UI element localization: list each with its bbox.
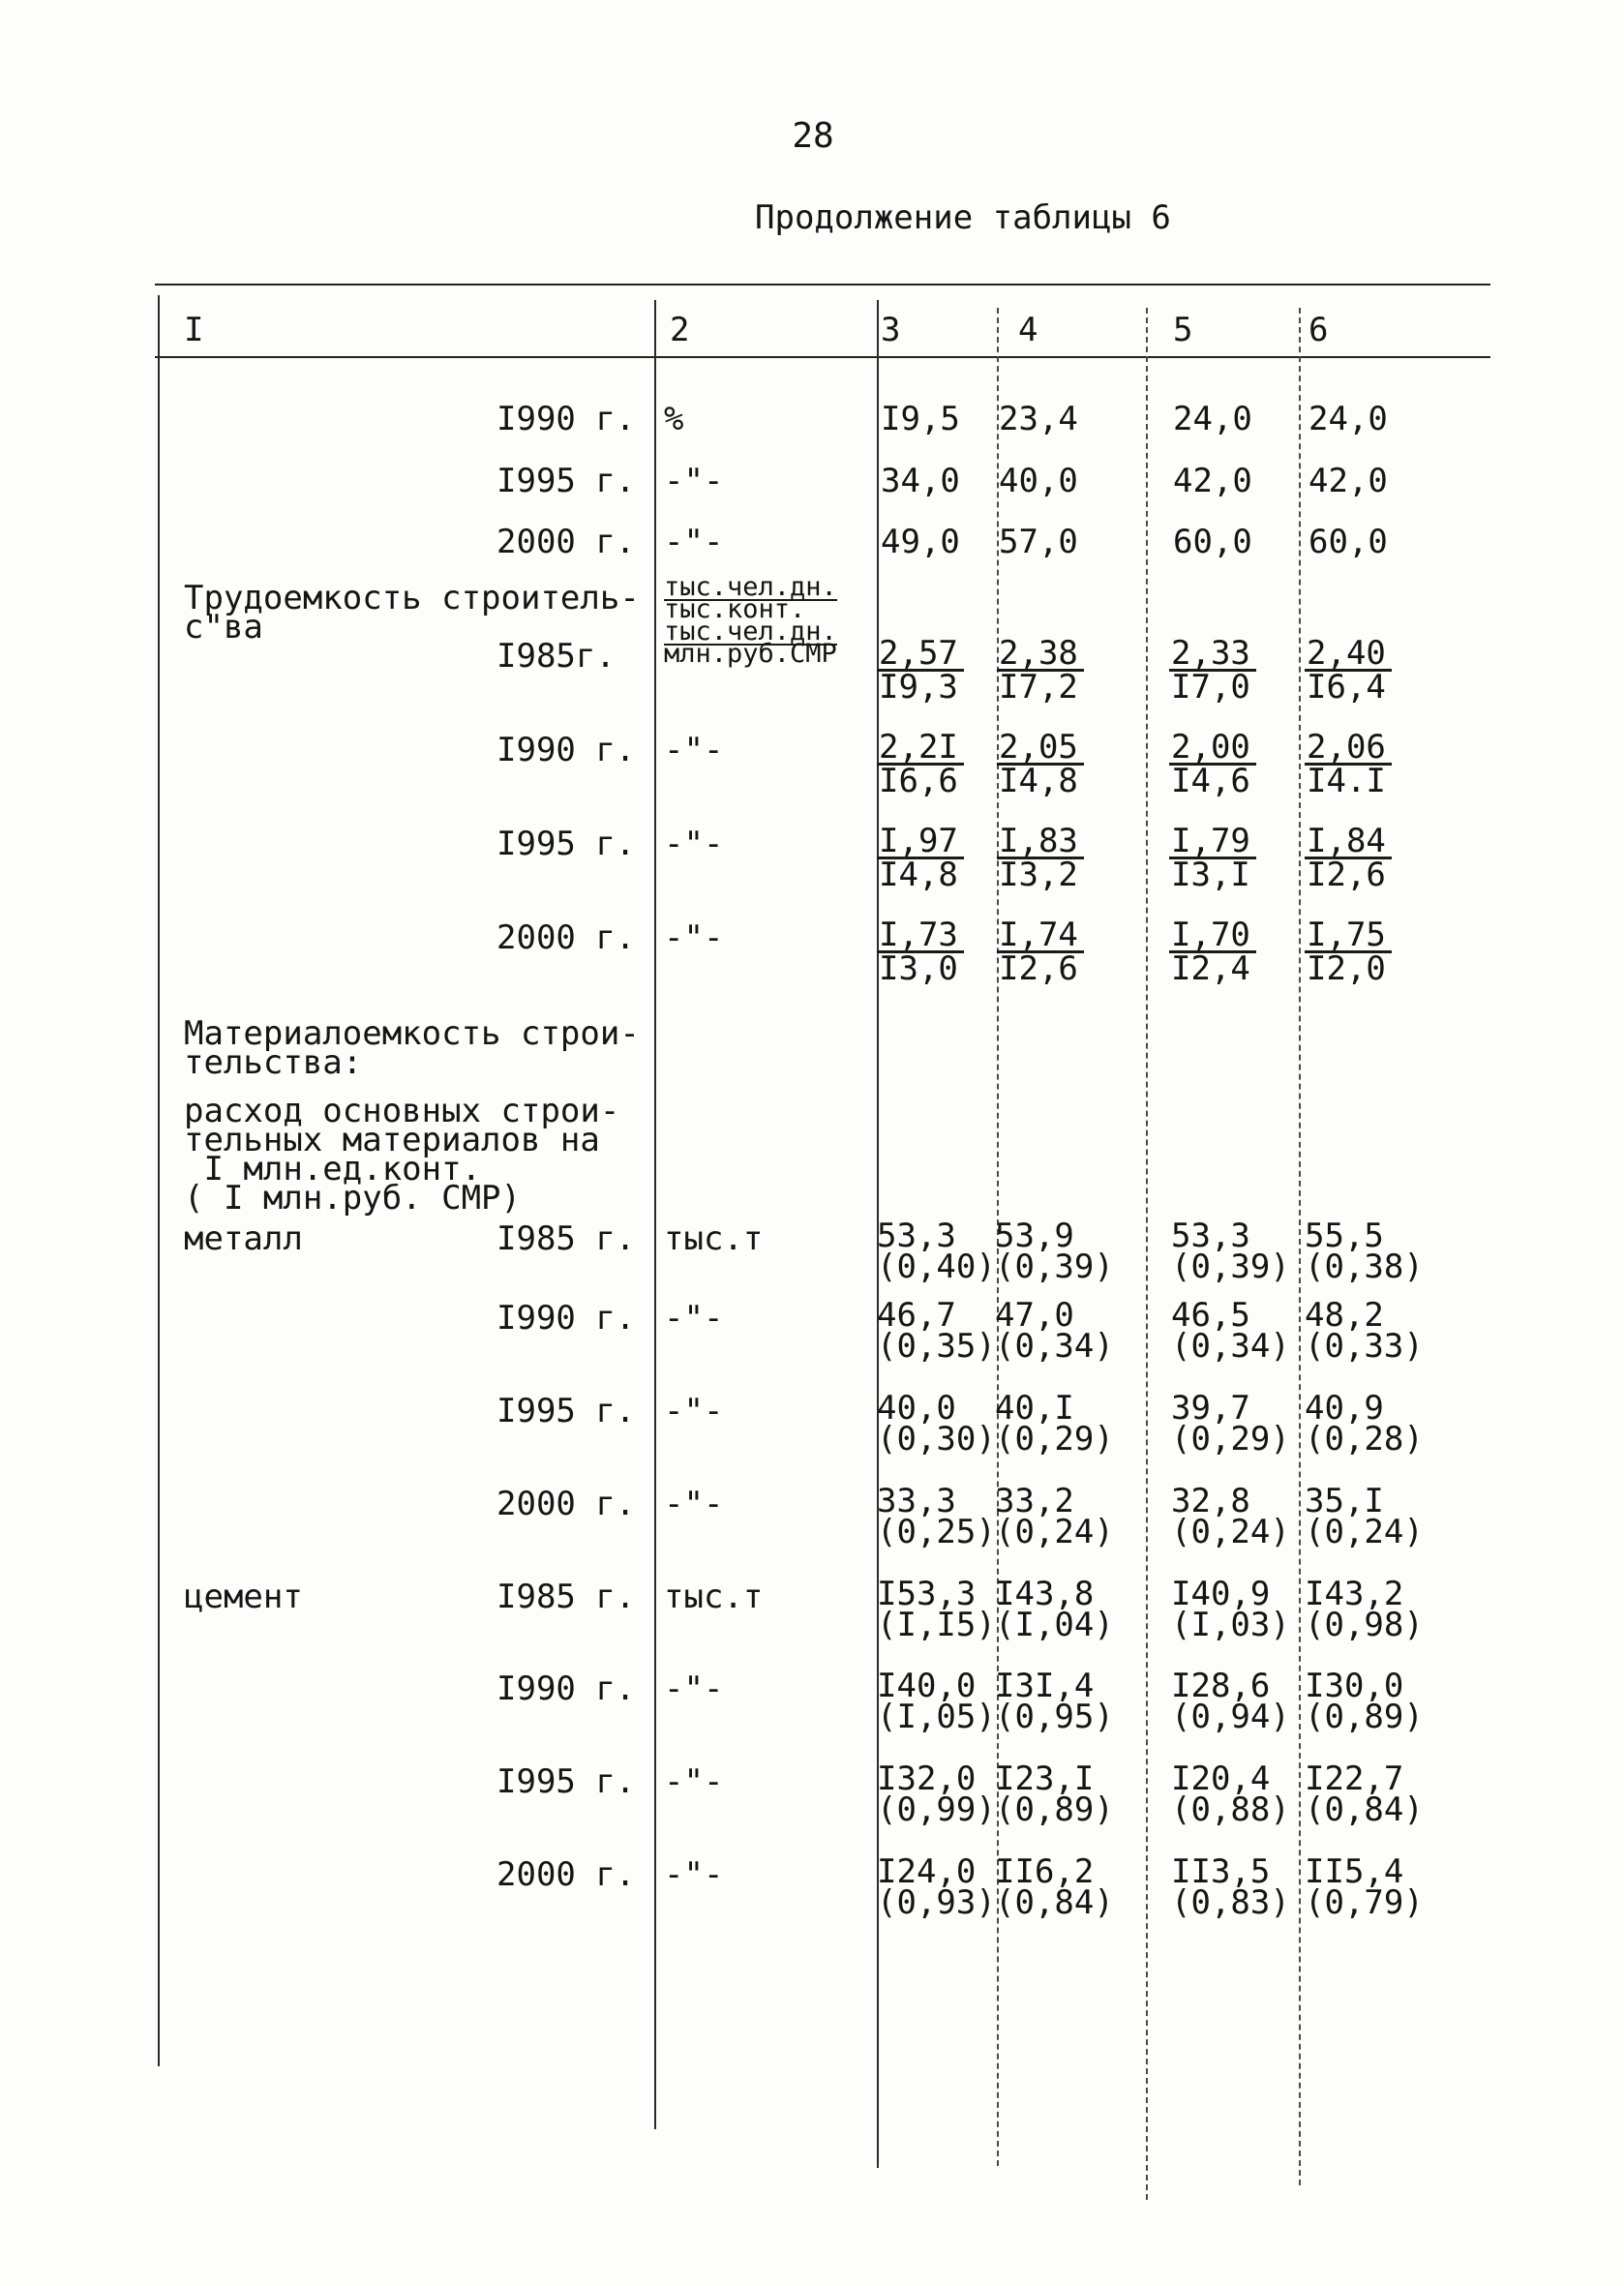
pair-value: 53,9 [995,1217,1074,1255]
row-unit: -"- [664,1485,724,1523]
row-unit: -"- [664,462,724,500]
pair-value: 39,7 [1171,1389,1250,1428]
pair-coefficient: (I,I5) [877,1606,996,1644]
pair-coefficient: (0,40) [877,1248,996,1286]
row-year: I990 г. [496,1299,636,1338]
pair-value: I53,3 [877,1575,977,1613]
fraction-numerator: 2,00 [1169,732,1256,766]
row-year: I990 г. [496,731,636,769]
pair-value: 47,0 [995,1296,1074,1335]
pair-coefficient: (0,24) [995,1513,1114,1551]
pair-coefficient: (I,04) [995,1606,1114,1644]
fraction-denominator: I2,0 [1307,949,1386,988]
pair-cell [995,1217,1114,1286]
pair-value: I40,0 [877,1667,977,1705]
fraction-cell [997,822,1084,894]
pair-coefficient: (0,35) [877,1327,996,1366]
pair-coefficient: (0,34) [995,1327,1114,1366]
pair-coefficient: (0,33) [1305,1327,1424,1366]
pair-cell [877,1760,996,1829]
pair-value: 40,9 [1305,1389,1384,1428]
row-unit: -"- [664,731,724,769]
fraction-numerator: 2,05 [997,732,1084,766]
pair-cell [1305,1389,1424,1459]
row-year: I995 г. [496,462,636,500]
pair-coefficient: (0,79) [1305,1883,1424,1922]
fraction-denominator: I2,6 [1307,856,1386,894]
fraction-cell [877,916,964,988]
pair-value: 33,2 [995,1482,1074,1520]
pair-value: II3,5 [1171,1852,1271,1891]
row-unit: -"- [664,825,724,863]
fraction-denominator: I6,4 [1307,668,1386,707]
fraction-denominator: I3,0 [879,949,958,988]
pair-coefficient: (0,39) [1171,1248,1290,1286]
pair-cell [877,1482,996,1551]
fraction-numerator: I,83 [997,826,1084,859]
row-year: I995 г. [496,825,636,863]
pair-value: I40,9 [1171,1575,1271,1613]
section-sublabel: расход основных строи- тельных материалов на I млн.ед.конт. ( I млн.руб. СМР) [184,1092,620,1218]
pair-cell [1305,1575,1424,1644]
table-cell: 60,0 [1308,523,1388,561]
pair-cell [1305,1667,1424,1736]
fraction-cell [1169,728,1256,800]
pair-cell [995,1389,1114,1459]
fraction-numerator: I,74 [997,919,1084,953]
row-unit: -"- [664,1762,724,1801]
pair-coefficient: (0,29) [1171,1420,1290,1459]
row-year: I985 г. [496,1219,636,1258]
pair-cell [1305,1217,1424,1286]
pair-cell [1305,1852,1424,1922]
pair-value: 48,2 [1305,1296,1384,1335]
pair-value: 53,3 [1171,1217,1250,1255]
pair-coefficient: (0,39) [995,1248,1114,1286]
fraction-denominator: I3,2 [999,856,1078,894]
table-cell: 24,0 [1308,400,1388,438]
fraction-numerator: I,79 [1169,826,1256,859]
pair-coefficient: (0,34) [1171,1327,1290,1366]
table-cell: 42,0 [1308,462,1388,500]
fraction-numerator: 2,38 [997,638,1084,672]
table-caption: Продолжение таблицы 6 [755,198,1171,237]
section-label: Материалоемкость строи- тельства: [184,1014,640,1082]
fraction-numerator: 2,33 [1169,638,1256,672]
fraction-denominator: I6,6 [879,762,958,800]
row-year: 2000 г. [496,918,636,957]
pair-cell [1305,1760,1424,1829]
fraction-cell [1305,634,1392,707]
pair-value: 46,7 [877,1296,956,1335]
pair-coefficient: (0,98) [1305,1606,1424,1644]
pair-value: I28,6 [1171,1667,1271,1705]
pair-coefficient: (0,30) [877,1420,996,1459]
pair-cell [1171,1575,1290,1644]
pair-cell [1171,1482,1290,1551]
row-year: I990 г. [496,1669,636,1708]
row-unit: % [664,400,684,438]
table-cell: 23,4 [999,400,1078,438]
fraction-denominator: I9,3 [879,668,958,707]
column-rule [654,300,656,2129]
pair-value: 33,3 [877,1482,956,1520]
row-year: I995 г. [496,1392,636,1430]
fraction-numerator: I,73 [877,919,964,953]
fraction-cell [877,822,964,894]
pair-cell [1305,1482,1424,1551]
fraction-numerator: 2,40 [1305,638,1392,672]
pair-value: 55,5 [1305,1217,1384,1255]
pair-value: 40,0 [877,1389,956,1428]
fraction-numerator: I,75 [1305,919,1392,953]
fraction-numerator: I,97 [877,826,964,859]
fraction-numerator: I,70 [1169,919,1256,953]
pair-coefficient: (0,88) [1171,1790,1290,1829]
row-year: 2000 г. [496,1485,636,1523]
table-top-rule [155,284,1490,286]
pair-cell [1171,1852,1290,1922]
pair-value: I24,0 [877,1852,977,1891]
pair-coefficient: (I,05) [877,1698,996,1736]
pair-value: I43,8 [995,1575,1095,1613]
column-rule [1146,308,1148,2200]
row-unit: -"- [664,523,724,561]
row-unit: -"- [664,1669,724,1708]
fraction-denominator: I7,2 [999,668,1078,707]
pair-cell [995,1760,1114,1829]
pair-value: 46,5 [1171,1296,1250,1335]
pair-coefficient: (0,84) [995,1883,1114,1922]
pair-value: 53,3 [877,1217,956,1255]
table-cell: 49,0 [881,523,960,561]
pair-cell [877,1575,996,1644]
pair-coefficient: (0,38) [1305,1248,1424,1286]
pair-coefficient: (0,89) [995,1790,1114,1829]
table-cell: 60,0 [1173,523,1252,561]
unit-fraction-line: млн.руб.СМР [664,639,837,669]
pair-coefficient: (0,99) [877,1790,996,1829]
fraction-numerator: 2,57 [877,638,964,672]
fraction-cell [877,728,964,800]
unit-fraction-line: тыс.чел.дн. [664,617,837,647]
row-year: I995 г. [496,1762,636,1801]
pair-coefficient: (0,93) [877,1883,996,1922]
pair-cell [995,1575,1114,1644]
table-cell: 34,0 [881,462,960,500]
row-year: I985 г. [496,1578,636,1616]
pair-cell [995,1482,1114,1551]
row-unit: -"- [664,1392,724,1430]
pair-cell [877,1667,996,1736]
row-unit: тыс.т [664,1578,764,1616]
table-cell: I9,5 [881,400,960,438]
row-year: I985г. [496,637,616,676]
pair-value: I22,7 [1305,1760,1404,1798]
column-rule [1299,308,1301,2185]
pair-coefficient: (0,94) [1171,1698,1290,1736]
pair-value: 40,I [995,1389,1074,1428]
fraction-cell [1305,728,1392,800]
pair-coefficient: (0,89) [1305,1698,1424,1736]
pair-value: I3I,4 [995,1667,1095,1705]
pair-value: 35,I [1305,1482,1384,1520]
pair-coefficient: (0,95) [995,1698,1114,1736]
fraction-denominator: I4.I [1307,762,1386,800]
pair-cell [1171,1667,1290,1736]
column-header: I [184,311,204,349]
row-year: 2000 г. [496,523,636,561]
fraction-cell [1169,822,1256,894]
column-header: 2 [670,311,690,349]
pair-cell [1305,1296,1424,1366]
fraction-denominator: I4,8 [879,856,958,894]
page-number: 28 [792,116,834,156]
row-unit: -"- [664,1855,724,1894]
pair-cell [1171,1217,1290,1286]
pair-value: I30,0 [1305,1667,1404,1705]
pair-cell [877,1217,996,1286]
column-header: 5 [1173,311,1193,349]
fraction-numerator: I,84 [1305,826,1392,859]
column-header: 6 [1308,311,1329,349]
row-year: I990 г. [496,400,636,438]
header-bottom-rule [155,356,1490,358]
pair-value: I32,0 [877,1760,977,1798]
material-name: металл [184,1219,303,1258]
row-unit: тыс.т [664,1219,764,1258]
pair-coefficient: (0,83) [1171,1883,1290,1922]
pair-cell [1171,1296,1290,1366]
fraction-numerator: 2,2I [877,732,964,766]
column-header: 3 [881,311,901,349]
column-header: 4 [1018,311,1038,349]
fraction-denominator: I4,6 [1171,762,1250,800]
fraction-cell [997,728,1084,800]
pair-cell [877,1852,996,1922]
pair-value: I23,I [995,1760,1095,1798]
fraction-denominator: I3,I [1171,856,1250,894]
fraction-cell [877,634,964,707]
pair-cell [995,1852,1114,1922]
fraction-denominator: I7,0 [1171,668,1250,707]
pair-coefficient: (I,03) [1171,1606,1290,1644]
fraction-denominator: I2,6 [999,949,1078,988]
pair-coefficient: (0,24) [1305,1513,1424,1551]
row-unit: -"- [664,918,724,957]
pair-value: I43,2 [1305,1575,1404,1613]
pair-coefficient: (0,25) [877,1513,996,1551]
pair-value: II6,2 [995,1852,1095,1891]
unit-fraction-line: тыс.чел.дн. [664,572,837,602]
pair-coefficient: (0,84) [1305,1790,1424,1829]
pair-cell [995,1667,1114,1736]
material-name: цемент [184,1578,303,1616]
column-rule [158,295,160,2066]
section-label: Трудоемкость строитель- с"ва [184,579,640,647]
fraction-cell [1169,634,1256,707]
fraction-denominator: I4,8 [999,762,1078,800]
pair-cell [877,1296,996,1366]
table-cell: 42,0 [1173,462,1252,500]
pair-coefficient: (0,28) [1305,1420,1424,1459]
pair-cell [877,1389,996,1459]
fraction-cell [997,634,1084,707]
pair-coefficient: (0,29) [995,1420,1114,1459]
pair-value: I20,4 [1171,1760,1271,1798]
fraction-denominator: I2,4 [1171,949,1250,988]
row-unit: -"- [664,1299,724,1338]
table-cell: 40,0 [999,462,1078,500]
fraction-cell [1169,916,1256,988]
table-cell: 24,0 [1173,400,1252,438]
pair-cell [1171,1389,1290,1459]
pair-value: 32,8 [1171,1482,1250,1520]
fraction-numerator: 2,06 [1305,732,1392,766]
pair-cell [995,1296,1114,1366]
pair-value: II5,4 [1305,1852,1404,1891]
fraction-cell [1305,822,1392,894]
fraction-cell [1305,916,1392,988]
pair-coefficient: (0,24) [1171,1513,1290,1551]
table-cell: 57,0 [999,523,1078,561]
pair-cell [1171,1760,1290,1829]
unit-fraction-line: тыс.конт. [664,594,806,624]
row-year: 2000 г. [496,1855,636,1894]
fraction-cell [997,916,1084,988]
